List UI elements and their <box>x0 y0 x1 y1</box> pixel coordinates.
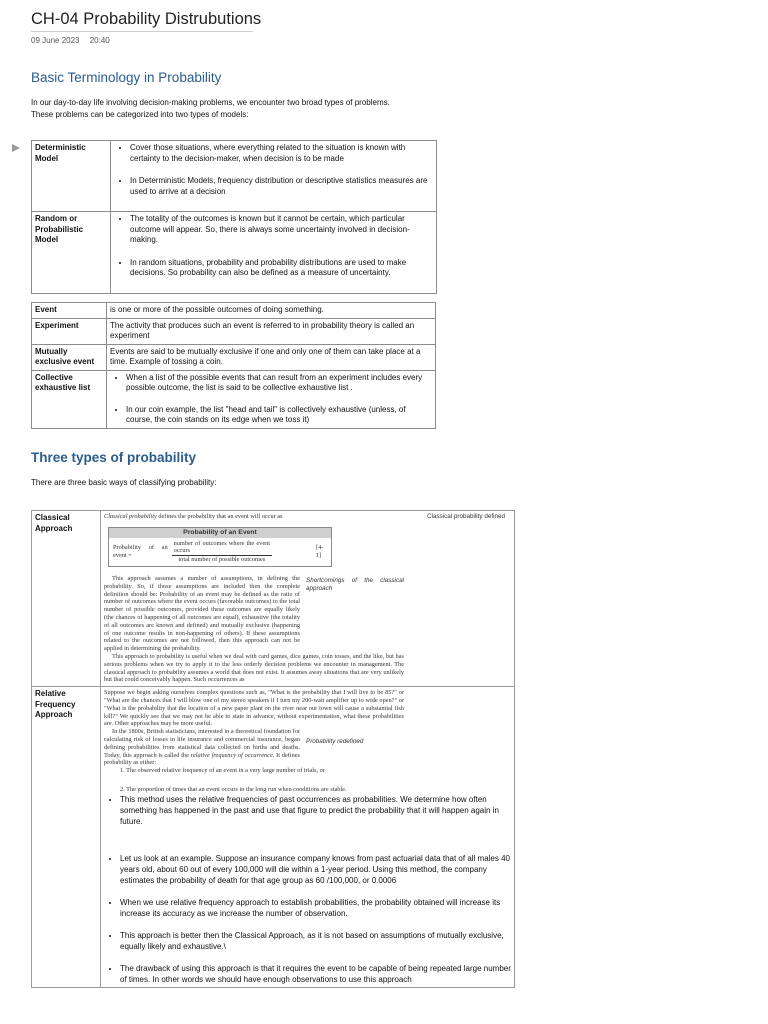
scan-lead: Classical probability defines the probability that an event will occur as <box>104 513 283 520</box>
relative-textbook-scan <box>104 689 404 794</box>
list-item: • The drawback of using this approach is that it requires the event to be capable of being repeated large number of times. In other words we should have enough observations to use this approach <box>120 963 511 985</box>
term-cell: Relative Frequency Approach <box>32 687 101 988</box>
definition-cell: Events are said to be mutually exclusive if one and only one of them can take place at a time. Example of tossing a coin. <box>107 344 436 370</box>
formula-lhs: Probability of an event = <box>113 543 168 559</box>
scan-margin-note: Shortcomings of the classical approach <box>306 576 404 592</box>
list-item: • This approach is better then the Classical Approach, as it is not based on assumptions of mutually exclusive, equally likely and exhaustive.\ <box>120 930 511 952</box>
table-row <box>32 344 436 370</box>
probability-types-table <box>31 510 515 988</box>
classical-textbook-scan <box>104 513 511 684</box>
formula-number: [4-1] <box>316 543 324 559</box>
formula-title: Probability of an Event <box>109 528 331 538</box>
term-cell: Random or Probabilistic Model <box>32 212 111 294</box>
list-item: • Let us look at an example. Suppose an insurance company knows from past actuarial data that of all males 40 years old, about 60 out of every 100,000 will die within a 1-year period. Using this method, the company estimates the probability of death for that age group as 60 /100,000, or 0.0006 <box>120 853 511 886</box>
scan-body-block <box>104 575 404 653</box>
term-cell: Event <box>32 303 107 319</box>
scan-margin-note: Probability redefined <box>306 738 364 746</box>
scan-paragraph: This approach assumes a number of assumptions, in defining the probability. So, if those assumptions are included then the complete definition should be: Probability of an event may be defined as the ratio of number of outcomes where the event occurs (favorable outcomes) to the total number of possible outcomes, provided these outcomes are equally likely (the chances of happening of all outcomes are equal), exhaustive (the totality of all outcomes are known and defined) and mutually exclusive (happening of one outcome results in non-happening of others). If these assumptions related to the outcomes are not followed, then this approach can not be applied in determining the probability. <box>104 574 300 653</box>
scan-lead-row <box>104 513 511 521</box>
formula-body <box>109 538 331 566</box>
section-heading-types: Three types of probability <box>31 450 197 465</box>
relative-notes <box>104 794 511 985</box>
formula-fraction <box>172 540 272 564</box>
table-row <box>32 370 436 428</box>
definition-cell: The activity that produces such an event is referred to in probability theory is called an experiment <box>107 318 436 344</box>
formula-denominator: total number of possible outcomes <box>178 556 266 564</box>
intro-line-2: These problems can be categorized into two types of models: <box>31 109 249 119</box>
scan-numbered-list <box>104 767 404 794</box>
types-intro: There are three basic ways of classifying probability: <box>31 478 217 487</box>
relative-cell <box>101 687 515 988</box>
scan-side-note <box>306 575 404 653</box>
paragraph-handle-icon[interactable] <box>12 144 20 152</box>
definition-cell <box>107 370 436 428</box>
scan-paragraph: In the 1800s, British statisticians, interested in a theoretical foundation for calculating risk of losses in life insurance and commercial insurance, began defining probabilities from statistical data collected on births and deaths. Today, this approach is called the relative frequency of occurrence. It defines probability as either: <box>104 728 300 767</box>
table-row <box>32 303 436 319</box>
list-item: • The totality of the outcomes is known but it cannot be certain, which particular outcome will appear. So, there is always some uncertainty involved in decision-making. <box>130 214 433 246</box>
note-datetime <box>31 36 110 45</box>
scan-paragraph: This approach to probability is useful when we deal with card games, dice games, coin tosses, and the like, but has serious problems when we try to apply it to the less orderly decision problems we encounter in management. The classical approach to probability assumes a world that does not exist. It assumes away situations that are very unlikely but that could conceivably happen. Such occurrences as <box>104 652 404 684</box>
formula-numerator: number of outcomes where the event occurs <box>173 539 271 555</box>
list-item: 2. The proportion of times that an event occurs in the long run when conditions are stable. <box>120 785 347 793</box>
scan-paragraph: Suppose we begin asking ourselves complex questions such as, "What is the probability that I will live to be 85?" or "What are the chances that I will blow one of my stereo speakers if I turn my 200-watt amplifier up to wide open?" or "What is the probability that the location of a new paper plant on the river near our town will cause a substantial fish kill?" We quickly see that we may not be able to state in advance, without experimentation, what these probabilities are. Other approaches may be more useful. <box>104 689 404 728</box>
intro-paragraph <box>31 97 390 120</box>
term-cell: Collective exhaustive list <box>32 370 107 428</box>
definition-cell <box>111 141 437 212</box>
list-item: • When a list of the possible events that can result from an experiment includes every possible outcome, the list is said to be collective exhaustive list . <box>126 373 432 394</box>
list-item: • In random situations, probability and probability distributions are used to make decisions. So probability can also be defined as a measure of uncertainty. <box>130 258 433 279</box>
term-cell: Experiment <box>32 318 107 344</box>
table-row <box>32 212 437 294</box>
section-heading-terminology: Basic Terminology in Probability <box>31 70 222 85</box>
list-item: 1. The observed relative frequency of an event in a very large number of trials, or <box>120 767 325 775</box>
note-title[interactable]: CH-04 Probability Distrubutions <box>31 10 253 32</box>
term-cell: Deterministic Model <box>32 141 111 212</box>
scan-margin-note: Classical probability defined <box>426 513 505 520</box>
term-cell: Classical Approach <box>32 511 101 687</box>
scan-body <box>104 575 300 653</box>
list-item: • When we use relative frequency approach to establish probabilities, the probability obtained will increase its increase its accuracy as we increase the number of observation. <box>120 897 511 919</box>
list-item: • Cover those situations, where everything related to the situation is known with certainty to the decision-maker, when decision is to be made <box>130 143 433 164</box>
table-row <box>32 141 437 212</box>
scan-body-block <box>104 728 404 767</box>
table-row <box>32 687 515 988</box>
scan-side-note <box>306 728 404 767</box>
definition-cell: is one or more of the possible outcomes of doing something. <box>107 303 436 319</box>
definition-cell <box>111 212 437 294</box>
models-table <box>31 140 437 294</box>
table-row <box>32 318 436 344</box>
scan-body <box>104 728 300 767</box>
list-item: • In Deterministic Models, frequency distribution or descriptive statistics measures are used to arrive at a decision <box>130 176 433 197</box>
formula-box <box>108 527 332 567</box>
note-time: 20:40 <box>89 36 110 45</box>
term-cell: Mutually exclusive event <box>32 344 107 370</box>
list-item: • This method uses the relative frequencies of past occurrences as probabilities. We determine how often something has happened in the past and use that figure to predict the probability that it will happen again in future. <box>120 794 511 827</box>
intro-line-1: In our day-to-day life involving decision-making problems, we encounter two broad types of problems. <box>31 98 390 107</box>
table-row <box>32 511 515 687</box>
list-item: • In our coin example, the list "head and tail" is collectively exhaustive (unless, of course, the coin stands on its edge when we toss it) <box>126 405 432 426</box>
note-date: 09 June 2023 <box>31 36 80 45</box>
classical-cell <box>101 511 515 687</box>
terms-table <box>31 302 436 429</box>
